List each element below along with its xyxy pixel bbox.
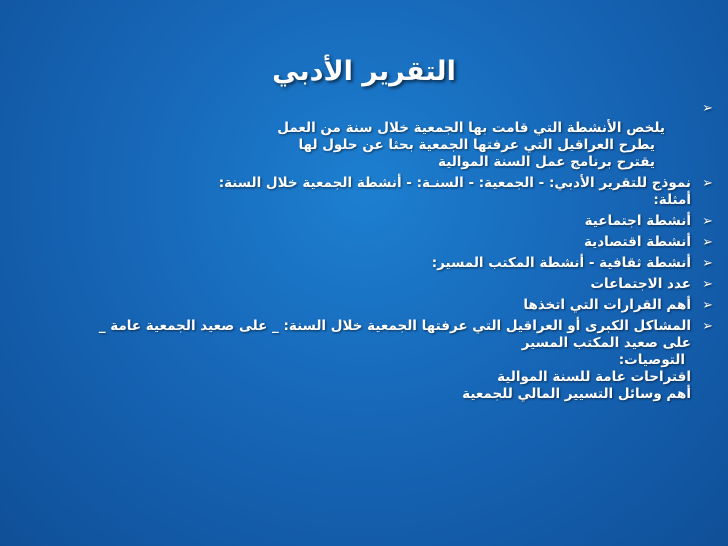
arrow-bullet-icon: ➢ [702,277,713,292]
slide-title: التقرير الأدبي [272,56,456,87]
list-item [11,100,716,171]
list-item [11,213,716,230]
list-item-line: المشاكل الكبرى أو العراقيل التي عرفتها الجمعية خلال السنة: _ على صعيد الجمعية عامة _ [98,318,691,334]
list-item-line: يطرح العراقيل التي عرفتها الجمعية بحثا عن حلول لها [298,137,655,153]
arrow-bullet-icon: ➢ [702,101,713,116]
list-item-line: على صعيد المكتب المسير [521,335,691,351]
arrow-bullet-icon: ➢ [702,176,713,191]
list-item-line [11,100,691,117]
list-item [11,318,716,403]
arrow-bullet-icon: ➢ [702,298,713,313]
list-item-line: نموذج للتقرير الأدبي: - الجمعية: - السنـة: - أنشطة الجمعية خلال السنة: [218,175,691,191]
list-item-line: اقتراحات عامة للسنة الموالية [497,369,691,385]
bullet-list [11,100,716,403]
arrow-bullet-icon: ➢ [702,319,713,334]
list-item-line: أنشطة اقتصادية [583,234,691,250]
list-item-line: يلخص الأنشطة التي قامت بها الجمعية خلال سنة من العمل [277,120,665,136]
list-item-line: أهم القرارات التي اتخذها [523,297,691,313]
arrow-bullet-icon: ➢ [702,235,713,250]
list-item [11,175,716,209]
list-item [11,255,716,272]
arrow-bullet-icon: ➢ [702,214,713,229]
arrow-bullet-icon: ➢ [702,256,713,271]
list-item-line: التوصيات: [618,352,685,368]
list-item [11,297,716,314]
list-item-line: أنشطة اجتماعية [584,213,691,229]
list-item [11,276,716,293]
list-item-line: يقترح برنامج عمل السنة الموالية [438,154,655,170]
list-item [11,234,716,251]
list-item-line: أمثلة: [653,192,691,208]
list-item-line: عدد الاجتماعات [590,276,691,292]
list-item-line: أهم وسائل التسيير المالي للجمعية [462,386,691,402]
list-item-line: أنشطة ثقافية - أنشطة المكتب المسير: [431,255,691,271]
